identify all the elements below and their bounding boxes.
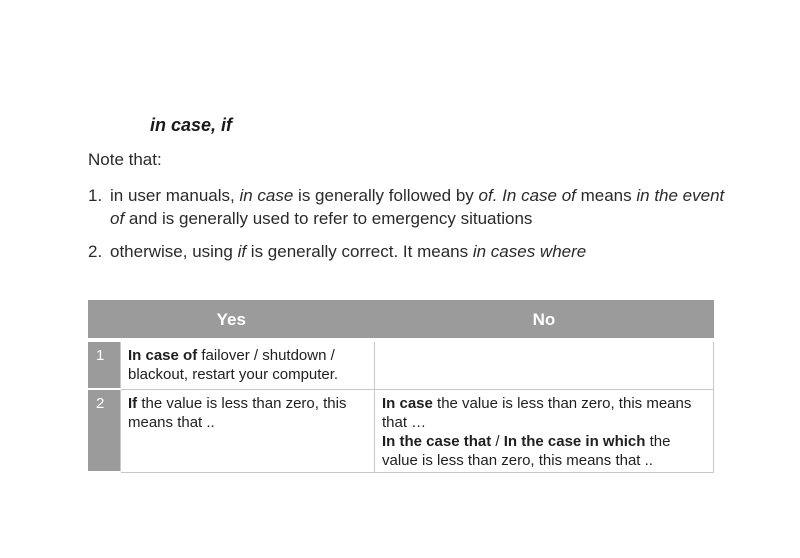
- list-item-number: 2.: [88, 242, 103, 261]
- table-header-row: [88, 300, 714, 340]
- row-number: 1: [88, 340, 121, 389]
- note-list: [88, 184, 728, 273]
- yes-cell: If the value is less than zero, this means that ..: [121, 389, 375, 472]
- comparison-table: [88, 300, 714, 473]
- no-cell: [375, 340, 714, 389]
- list-item-text: in user manuals, in case is generally followed by of. In case of means in the event of and is generally used to refer to emergency situations: [110, 186, 725, 228]
- section-heading: in case, if: [150, 115, 233, 135]
- list-item: [88, 240, 728, 263]
- column-header-no: No: [375, 300, 714, 340]
- list-item-text: otherwise, using if is generally correct. It means in cases where: [110, 242, 587, 261]
- no-cell: In case the value is less than zero, this means that … In the case that / In the case in which the value is less than zero, this means that ..: [375, 389, 714, 472]
- row-number: 2: [88, 389, 121, 472]
- yes-cell: In case of failover / shutdown / blackout, restart your computer.: [121, 340, 375, 389]
- list-item-number: 1.: [88, 186, 103, 205]
- table-row: [88, 389, 714, 472]
- list-item: [88, 184, 728, 230]
- note-label: Note that:: [88, 150, 162, 169]
- column-header-yes: Yes: [88, 300, 375, 340]
- table-row: [88, 340, 714, 389]
